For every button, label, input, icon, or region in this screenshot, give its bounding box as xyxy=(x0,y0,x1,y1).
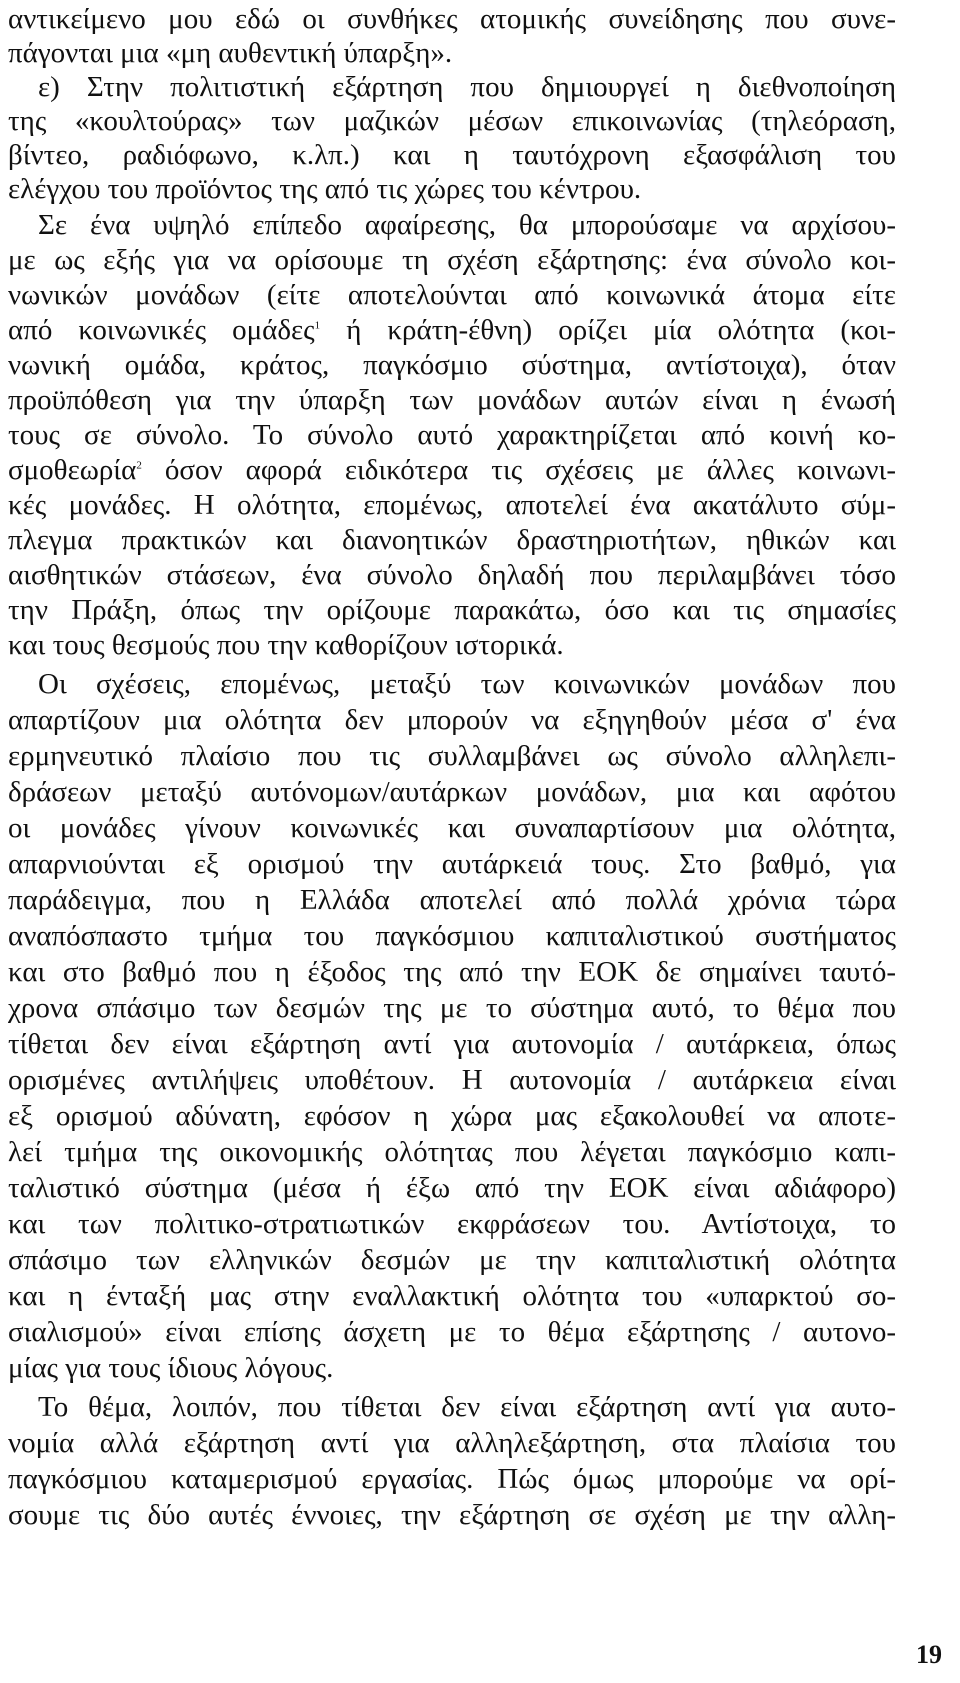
text-line: μίας για τους ίδιους λόγους. xyxy=(8,1352,334,1384)
text-line: και η ένταξή μας στην εναλλακτική ολότητα του «υπαρκτού σο- xyxy=(8,1280,896,1312)
text-line: αναπόσπαστο τμήμα του παγκόσμιου καπιταλιστικού συστήματος xyxy=(8,920,896,952)
text-line-with-footnote xyxy=(8,313,896,347)
text-line: απαρτίζουν μια ολότητα δεν μπορούν να εξηγηθούν μέσα σ' ένα xyxy=(8,704,896,736)
text-line: σουμε τις δύο αυτές έννοιες, την εξάρτηση σε σχέση με την αλλη- xyxy=(8,1499,896,1531)
text-line: ερμηνευτικό πλαίσιο που τις συλλαμβάνει ως σύνολο αλληλεπι- xyxy=(8,740,896,772)
text-line: λεί τμήμα της οικονομικής ολότητας που λέγεται παγκόσμιο καπι- xyxy=(8,1136,896,1168)
text-line: την Πράξη, όπως την ορίζουμε παρακάτω, όσο και τις σημασίες xyxy=(8,594,896,626)
text-line: βίντεο, ραδιόφωνο, κ.λπ.) και η ταυτόχρονη εξασφάλιση του xyxy=(8,139,896,171)
text-line: νομία αλλά εξάρτηση αντί για αλληλεξάρτηση, στα πλαίσια του xyxy=(8,1427,896,1459)
text-line: Το θέμα, λοιπόν, που τίθεται δεν είναι εξάρτηση αντί για αυτο- xyxy=(38,1391,896,1423)
text-line: αισθητικών στάσεων, ένα σύνολο δηλαδή που περιλαμβάνει τόσο xyxy=(8,559,896,591)
line-text: ή κράτη-έθνη) ορίζει μία ολότητα (κοι- xyxy=(320,314,896,346)
line-text: από κοινωνικές ομάδες xyxy=(8,314,315,346)
text-line: και των πολιτικο-στρατιωτικών εκφράσεων του. Αντίστοιχα, το xyxy=(8,1208,896,1240)
text-line: πάγονται μια «μη αυθεντική ύπαρξη». xyxy=(8,37,453,69)
text-line: τους σε σύνολο. Το σύνολο αυτό χαρακτηρίζεται από κοινή κο- xyxy=(8,419,896,451)
text-line: ορισμένες αντιλήψεις υποθέτουν. Η αυτονομία / αυτάρκεια είναι xyxy=(8,1064,896,1096)
text-line: και στο βαθμό που η έξοδος της από την ΕΟΚ δε σημαίνει ταυτό- xyxy=(8,956,896,988)
text-line: χρονα σπάσιμο των δεσμών της με το σύστημα αυτό, το θέμα που xyxy=(8,992,896,1024)
text-line: νωνικών μονάδων (είτε αποτελούνται από κοινωνικά άτομα είτε xyxy=(8,279,896,311)
page-number: 19 xyxy=(916,1640,942,1669)
text-line: τίθεται δεν είναι εξάρτηση αντί για αυτονομία / αυτάρκεια, όπως xyxy=(8,1028,896,1060)
text-line: δράσεων μεταξύ αυτόνομων/αυτάρκων μονάδων, μια και αφότου xyxy=(8,776,896,808)
line-text: σμοθεωρία xyxy=(8,454,137,486)
text-line: πλεγμα πρακτικών και διανοητικών δραστηριοτήτων, ηθικών και xyxy=(8,524,896,556)
text-line: οι μονάδες γίνουν κοινωνικές και συναπαρτίσουν μια ολότητα, xyxy=(8,812,896,844)
text-line: ε) Στην πολιτιστική εξάρτηση που δημιουργεί η διεθνοποίηση xyxy=(38,71,896,103)
text-line: Οι σχέσεις, επομένως, μεταξύ των κοινωνικών μονάδων που xyxy=(38,668,896,700)
line-text: όσον αφορά ειδικότερα τις σχέσεις με άλλες κοινωνι- xyxy=(141,454,896,486)
text-line: με ως εξής για να ορίσουμε τη σχέση εξάρτησης: ένα σύνολο κοι- xyxy=(8,244,896,276)
text-line: αντικείμενο μου εδώ οι συνθήκες ατομικής συνείδησης που συνε- xyxy=(8,3,896,35)
text-line: σιαλισμού» είναι επίσης άσχετη με το θέμα εξάρτησης / αυτονο- xyxy=(8,1316,896,1348)
text-line: εξ ορισμού αδύνατη, εφόσον η χώρα μας εξακολουθεί να αποτε- xyxy=(8,1100,896,1132)
footnote-marker: 2 xyxy=(136,459,142,472)
text-line: της «κουλτούρας» των μαζικών μέσων επικοινωνίας (τηλεόραση, xyxy=(8,105,896,137)
text-line: και τους θεσμούς που την καθορίζουν ιστορικά. xyxy=(8,629,564,661)
text-line: ταλιστικό σύστημα (μέσα ή έξω από την ΕΟΚ είναι αδιάφορο) xyxy=(8,1172,896,1204)
text-line: ελέγχου του προϊόντος της από τις χώρες του κέντρου. xyxy=(8,173,642,205)
text-line: Σε ένα υψηλό επίπεδο αφαίρεσης, θα μπορούσαμε να αρχίσου- xyxy=(38,209,896,241)
footnote-marker: 1 xyxy=(314,319,321,332)
text-line: σπάσιμο των ελληνικών δεσμών με την καπιταλιστική ολότητα xyxy=(8,1244,896,1276)
text-line: απαρνιούνται εξ ορισμού την αυτάρκειά τους. Στο βαθμό, για xyxy=(8,848,896,880)
text-line: νωνική ομάδα, κράτος, παγκόσμιο σύστημα, αντίστοιχα), όταν xyxy=(8,349,896,381)
text-line: προϋπόθεση για την ύπαρξη των μονάδων αυτών είναι η ένωσή xyxy=(8,384,896,416)
text-line: παγκόσμιου καταμερισμού εργασίας. Πώς όμως μπορούμε να ορί- xyxy=(8,1463,896,1495)
text-line: παράδειγμα, που η Ελλάδα αποτελεί από πολλά χρόνια τώρα xyxy=(8,884,896,916)
text-line-with-footnote xyxy=(8,453,896,487)
text-line: κές μονάδες. Η ολότητα, επομένως, αποτελεί ένα ακατάλυτο σύμ- xyxy=(8,489,896,521)
